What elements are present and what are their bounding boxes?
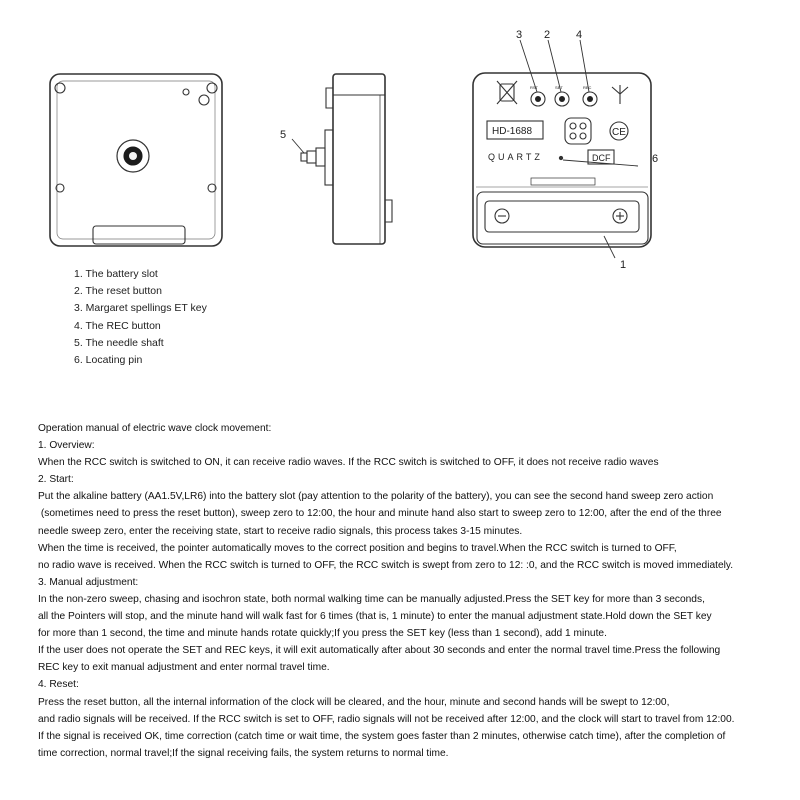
callout-5: 5 <box>280 129 287 141</box>
back-view <box>473 40 651 258</box>
manual-line: and radio signals will be received. If the RCC switch is set to OFF, radio signals will not be received after 12:00, and the clock will start to travel from 12:00. <box>38 713 735 725</box>
callout-3: 3 <box>516 29 523 41</box>
legend-item: 5. The needle shaft <box>74 336 164 349</box>
manual-line: Put the alkaline battery (AA1.5V,LR6) into the battery slot (pay attention to the polarity of the battery), you can see the second hand sweep zero action <box>38 491 714 503</box>
manual-line: 2. Start: <box>38 474 74 486</box>
front-view <box>50 74 222 246</box>
manual-title: Operation manual of electric wave clock movement: <box>38 423 272 434</box>
manual-line: 1. Overview: <box>38 440 95 452</box>
brand-label: QUARTZ <box>488 152 543 162</box>
legend-item: 6. Locating pin <box>74 354 143 367</box>
callout-2: 2 <box>544 29 551 41</box>
manual-line: needle sweep zero, enter the receiving state, start to receive radio signals, this process takes 3-15 minutes. <box>38 525 523 537</box>
manual-line: time correction, normal travel;If the signal receiving fails, the system returns to normal time. <box>38 747 449 759</box>
manual-line: for more than 1 second, the time and minute hands rotate quickly;If you press the SET key (less than 1 second), add 1 minute. <box>38 628 607 640</box>
button-label-set: SET <box>555 85 563 90</box>
button-label-rst: RST <box>530 85 538 90</box>
callout-1: 1 <box>620 259 627 270</box>
manual-line: If the signal is received OK, time correction (catch time or wait time, the system goes faster than 2 minutes, otherwise catch time), after the completion of <box>38 730 726 742</box>
manual-line: When the RCC switch is switched to ON, it can receive radio waves. If the RCC switch is switched to OFF, it does not receive radio waves <box>38 457 659 469</box>
manual-line: 4. Reset: <box>38 679 79 691</box>
manual-line: 3. Manual adjustment: <box>38 576 139 588</box>
legend-item: 2. The reset button <box>74 285 162 298</box>
callout-4: 4 <box>576 29 583 41</box>
ce-mark: CE <box>612 127 626 138</box>
clock-movement-diagram <box>0 0 800 270</box>
legend-item: 1. The battery slot <box>74 268 158 280</box>
manual-line: If the user does not operate the SET and REC keys, it will exit automatically after about 30 seconds and enter the normal travel time.Press the following <box>38 645 721 657</box>
manual-line: When the time is received, the pointer automatically moves to the correct position and begins to travel.When the RCC switch is turned to OFF, <box>38 542 677 554</box>
model-label: HD-1688 <box>492 126 533 137</box>
manual-line: REC key to exit manual adjustment and enter normal travel time. <box>38 662 330 674</box>
manual-line: In the non-zero sweep, chasing and isochron state, both normal walking time can be manually adjusted.Press the SET key for more than 3 seconds, <box>38 593 705 605</box>
manual-line: (sometimes need to press the reset button), sweep zero to 12:00, the hour and minute hand also start to sweep zero to 12:00, after the end of the three <box>38 508 722 520</box>
side-view <box>292 74 392 244</box>
legend-item: 4. The REC button <box>74 319 161 332</box>
parts-legend <box>74 266 207 369</box>
manual-line: Press the reset button, all the internal information of the clock will be cleared, and the hour, minute and second hands will be swept to 12:00, <box>38 696 670 708</box>
manual-line: no radio wave is received. When the RCC switch is turned to OFF, the RCC switch is swept from zero to 12: :0, and the RCC switch is moved immediately. <box>38 559 734 571</box>
callout-6: 6 <box>652 153 659 165</box>
legend-item: 3. Margaret spellings ET key <box>74 302 207 315</box>
signal-label: DCF <box>592 153 611 163</box>
manual-line: all the Pointers will stop, and the minute hand will walk fast for 6 times (that is, 1 minute) to enter the manual adjustment state.Hold down the SET key <box>38 611 712 623</box>
button-label-rec: REC <box>583 85 592 90</box>
operation-manual <box>38 420 778 762</box>
